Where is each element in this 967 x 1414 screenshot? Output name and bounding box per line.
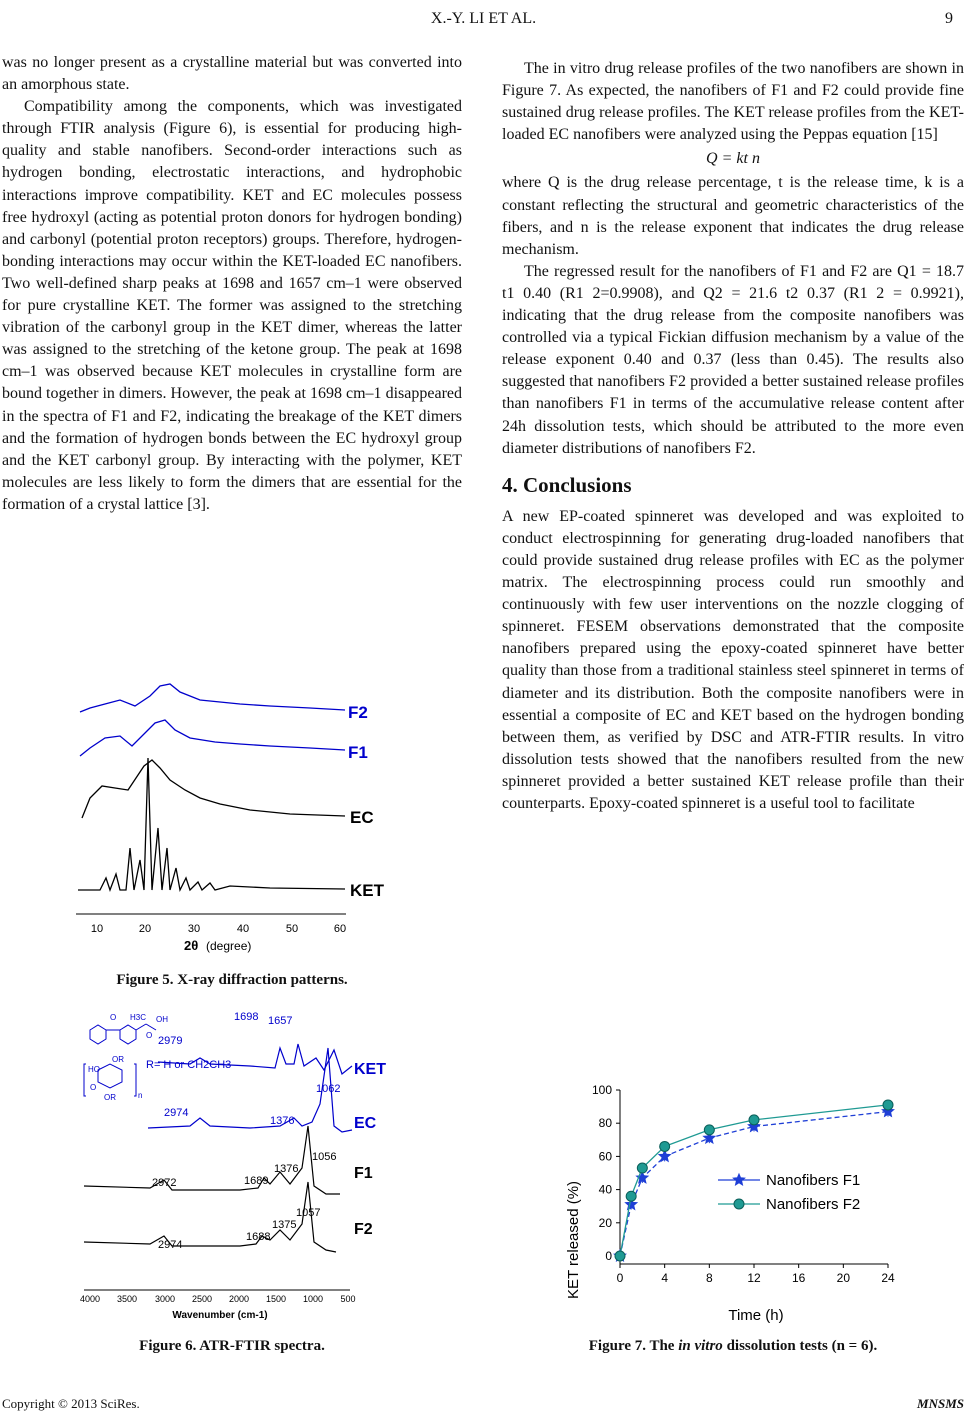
figure-7-caption [502,1338,964,1355]
xrd-trace-f1 [80,720,345,756]
journal-name: MNSMS [917,1396,964,1411]
copyright: Copyright © 2013 SciRes. [2,1396,140,1411]
ftir-peak-label: 2974 [164,1107,189,1119]
peppas-equation: Q = kt n [706,150,760,168]
svg-text:OH: OH [156,1015,168,1024]
chart-xlabel: Time (h) [728,1307,784,1324]
chart-x-tick-label: 16 [791,1271,806,1285]
ftir-peak-label: 1689 [244,1175,269,1187]
figure-7-chart [556,1060,908,1330]
ftir-peak-label: 1657 [268,1015,293,1027]
chart-y-tick-label: 100 [591,1083,612,1097]
chart-y-tick-label: 60 [598,1149,612,1164]
xrd-tick: 50 [285,923,299,935]
svg-text:OR: OR [104,1093,116,1102]
xrd-label-ec: EC [350,808,374,827]
svg-text:OR: OR [112,1055,124,1064]
chart-point-f2 [660,1141,670,1151]
ftir-label-f1: F1 [354,1165,373,1182]
svg-text:H3C: H3C [130,1013,147,1022]
paragraph: where Q is the drug release percentage, t is the release time, k is a constant reflecting the structural and geometric characteristics of the fibers, and n is the release exponent that indicates the drug release mechanism. [502,174,964,258]
chart-x-tick-label: 24 [881,1271,895,1285]
paragraph: was no longer present as a crystalline material but was converted into an amorphous state. [2,54,462,94]
chart-x-tick-label: 12 [747,1271,761,1285]
ftir-xlabel: Wavenumber (cm-1) [172,1310,268,1321]
paragraph: Compatibility among the components, which was investigated through FTIR analysis (Figure 6), is essential for producing high-quality and stable nanofibers. Second-order interactions such as hydrogen bonding, electrostatic interactions, and hydrophobic interactions improve compatibility. KET and EC molecules possess free hydroxyl (acting as potential proton donors for hydrogen bonding) and carbonyl (potential proton receptors) groups. Therefore, hydrogen-bonding interactions may occur within the KET-loaded EC nanofibers. Two well-defined sharp peaks at 1698 and 1657 cm–1 were observed for pure crystalline KET. The former was assigned to the stretching vibration of the carbonyl group in the KET dimer, whereas the latter was assigned to the stretching of the ketone group. The peak at 1698 cm–1 was observed because KET molecules in crystalline form are bound together in dimers. However, the peak at 1698 cm–1 disappeared in the spectra of F1 and F2, indicating the breakage of the KET dimers and the formation of hydrogen bonds between the EC hydroxyl group and the KET carbonyl group. By interacting with the polymer, KET molecules are less likely to form the dimers that are essential for the formation of a crystal lattice [3]. [2,98,462,513]
xrd-xunit: (degree) [206,939,252,953]
ftir-tick: 4000 [79,1294,101,1304]
ftir-label-f2: F2 [354,1221,373,1238]
svg-text:HO: HO [88,1065,100,1074]
ftir-peak-label: 1376 [270,1115,295,1127]
xrd-label-f2: F2 [348,703,368,722]
ftir-peak-label: 1688 [246,1231,271,1243]
running-head: X.-Y. LI ET AL. [430,10,537,27]
chart-y-tick-label: 0 [605,1249,612,1263]
svg-text:O: O [90,1083,97,1092]
chart-x-tick-label: 4 [661,1271,669,1285]
svg-text:n: n [138,1091,143,1100]
chart-x-tick-label: 8 [705,1271,713,1285]
chart-point-f2 [637,1163,647,1173]
left-column [2,52,462,516]
ftir-label-ec: EC [354,1115,377,1132]
chart-point-f2 [883,1100,893,1110]
ftir-trace-f1 [84,1126,340,1194]
chart-x-tick-label: 20 [836,1271,851,1285]
ftir-tick: 1500 [265,1294,287,1304]
ftir-tick: 2500 [191,1294,213,1304]
ftir-peak-label: 2972 [152,1177,177,1189]
section-heading: 4. Conclusions [502,472,632,497]
figure-7-caption-em: in vitro [678,1338,723,1354]
chart-point-f2 [749,1115,759,1125]
ftir-peak-label: 1056 [312,1151,337,1163]
chart-point-f2 [704,1125,714,1135]
xrd-label-f1: F1 [348,743,368,762]
page-number: 9 [945,10,953,27]
xrd-tick: 40 [236,923,250,935]
ftir-ec-substituent: R= H or CH2CH3 [146,1059,232,1071]
figure-5-xrd [70,678,384,960]
chart-legend-label: Nanofibers F1 [766,1172,861,1189]
figure-7-caption-pre: Figure 7. The [588,1338,679,1354]
svg-text:O: O [146,1031,153,1040]
figure-6-caption: Figure 6. ATR-FTIR spectra. [139,1338,325,1354]
ftir-peak-label: 1376 [274,1163,299,1175]
ec-structure-labels [88,1055,142,1102]
ftir-tick: 3000 [154,1294,176,1304]
xrd-trace-f2 [80,684,345,712]
figure-7-caption-post: dissolution tests (n = 6). [722,1338,878,1354]
paragraph: A new EP-coated spinneret was developed and was exploited to conduct electrospinning for generating drug-loaded nanofibers that could provide sustained drug release profiles with EC as the polymer matrix. The electrospinning process could run smoothly and continuously with few user interventions on the nozzle clogging of spinneret. FESEM observations demonstrated that the composite nanofibers prepared using the epoxy-coated spinneret have better quality than those from a traditional stainless steel spinneret in terms of diameter and its distribution. Both the composite nanofibers were in essential a composite of EC and KET based on the hydrogen bonding between them, as verified by DSC and ATR-FTIR results. In vitro dissolution tests showed that the nanofibers resulted from the new spinneret provided a better sustained KET release profile than their counterparts. Epoxy-coated spinneret is a useful tool to facilitate [502,507,964,812]
chart-legend-marker [734,1199,744,1209]
svg-text:O: O [110,1013,117,1022]
ftir-peak-label: 1062 [316,1083,341,1095]
xrd-tick: 20 [138,923,152,935]
paragraph: The regressed result for the nanofibers of F1 and F2 are Q1 = 18.7 t1 0.40 (R1 2=0.9908), and Q2 = 21.6 t2 0.37 (R1 2 = 0.9921), indicating that the drug release from the composite nanofibers was controlled via a typical Fickian diffusion mechanism by a value of the release exponent 0.40 and 0.37 (less than 0.45). The results also suggested that nanofibers F2 provided a better sustained release profiles than nanofibers F1 in terms of the accumulative release content after 24h dissolution tests, which should be attributed to the more even diameter distributions of nanofibers F2. [502,262,964,457]
chart-x-tick-label: 0 [616,1271,624,1285]
ftir-tick: 3500 [116,1294,138,1304]
xrd-tick: 10 [90,923,104,935]
ftir-tick: 1000 [302,1294,324,1304]
ftir-peak-label: 1698 [234,1011,259,1023]
chart-y-tick-label: 80 [598,1116,612,1131]
xrd-trace-ec [82,760,345,818]
ftir-tick: 500 [340,1294,356,1304]
xrd-tick: 30 [187,923,201,935]
xrd-tick: 60 [333,923,347,935]
chart-ylabel: KET released (%) [565,1180,582,1300]
xrd-label-ket: KET [350,881,384,900]
right-column [502,58,964,815]
chart-legend-label: Nanofibers F2 [766,1196,861,1213]
chart-point-f2 [615,1251,625,1261]
footer [2,1396,964,1412]
ftir-peak-label: 2974 [158,1239,183,1251]
figure-6-ftir [79,1008,386,1326]
ftir-label-ket: KET [354,1061,386,1078]
figure-5-caption: Figure 5. X-ray diffraction patterns. [116,972,348,988]
ftir-peak-label: 1375 [272,1219,297,1231]
ftir-tick: 2000 [228,1294,250,1304]
chart-y-tick-label: 20 [598,1215,612,1230]
xrd-trace-ket [78,758,345,890]
chart-y-tick-label: 40 [598,1182,612,1197]
xrd-xlabel: 2θ [184,938,199,953]
chart-point-f2 [626,1191,636,1201]
ftir-peak-label: 2979 [158,1035,183,1047]
paragraph: The in vitro drug release profiles of the two nanofibers are shown in Figure 7. As expected, the nanofibers of F1 and F2 could provide fine sustained drug release profiles. The KET release profiles from the KET-loaded EC nanofibers were analyzed using the Peppas equation [15] [502,60,964,144]
ftir-peak-label: 1057 [296,1207,321,1219]
